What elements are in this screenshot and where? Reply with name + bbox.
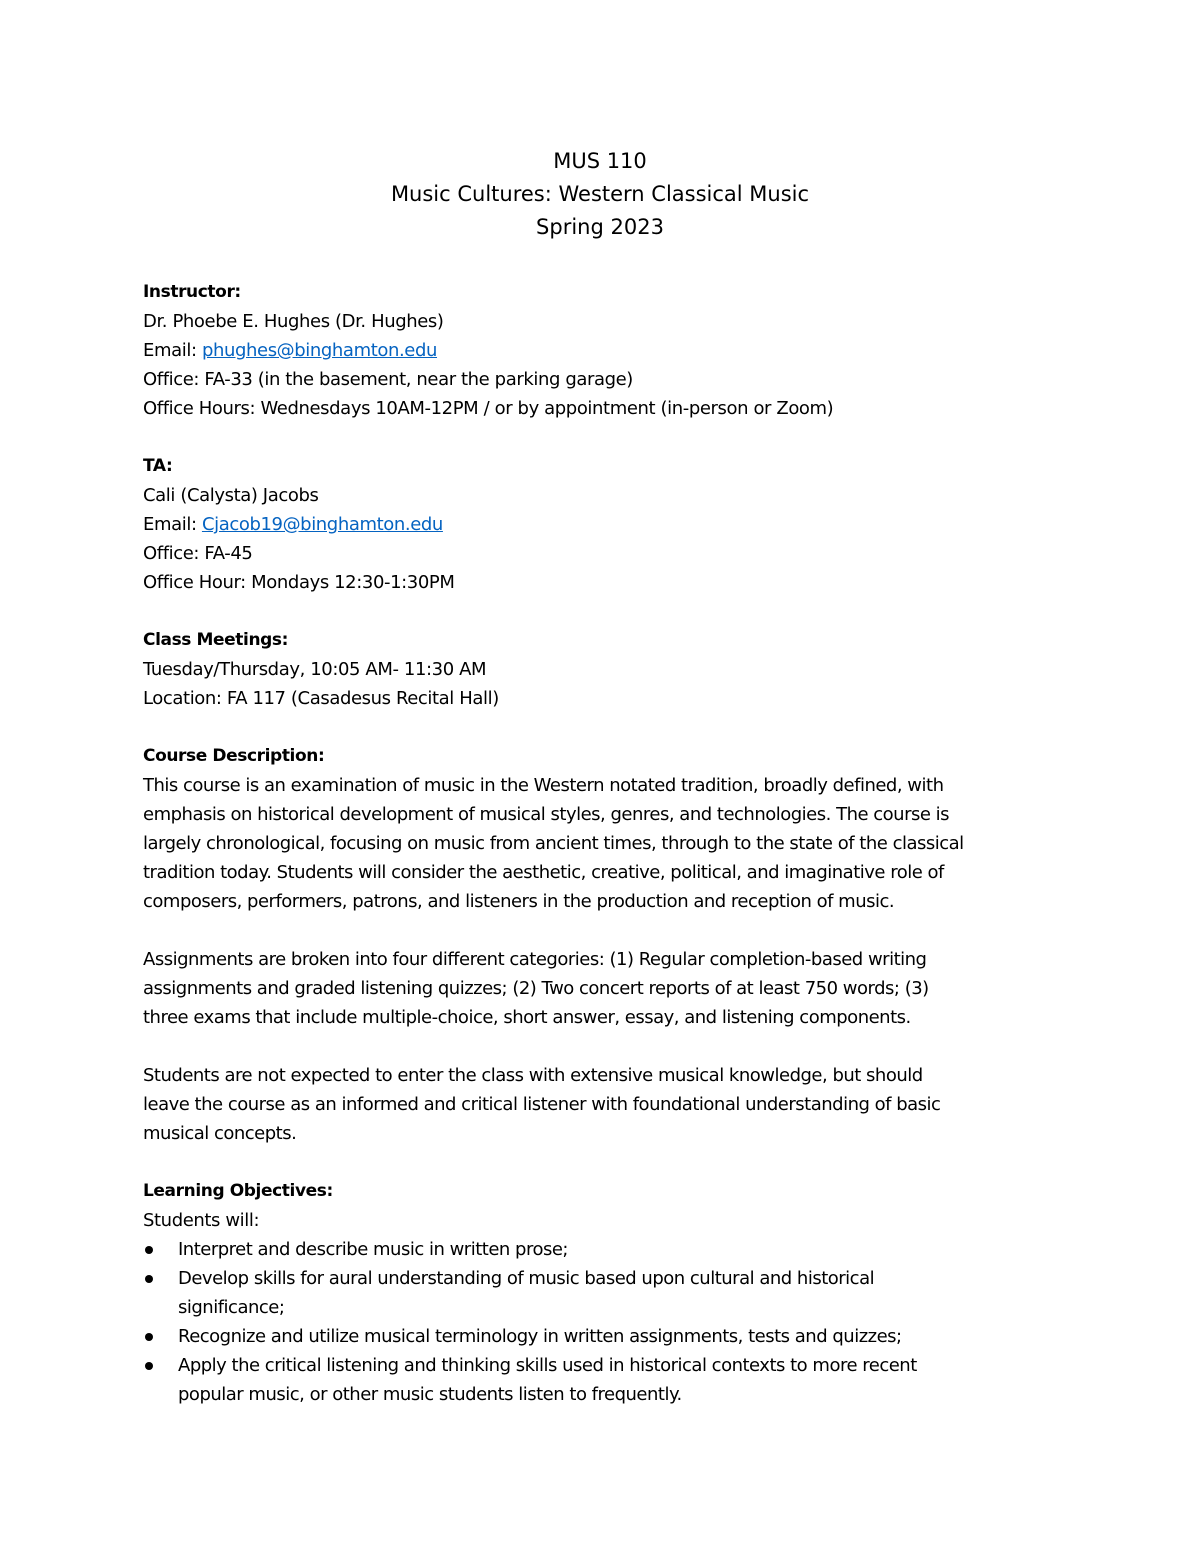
list-item bbox=[143, 1264, 1073, 1322]
syllabus-header bbox=[0, 145, 1200, 244]
list-item-text: Develop skills for aural understanding of music based upon cultural and historical bbox=[178, 1268, 875, 1289]
spacer bbox=[143, 1148, 1073, 1177]
instructor-heading: Instructor: bbox=[143, 282, 241, 302]
spacer bbox=[143, 597, 1073, 626]
spacer bbox=[143, 1032, 1073, 1061]
list-item-text: Interpret and describe music in written prose; bbox=[178, 1239, 568, 1260]
course-description-paragraph-1 bbox=[143, 771, 1073, 916]
list-item-text: Apply the critical listening and thinking skills used in historical contexts to more recent bbox=[178, 1355, 917, 1376]
bullet-icon bbox=[145, 1362, 153, 1370]
list-item-text: popular music, or other music students listen to frequently. bbox=[178, 1384, 682, 1405]
bullet-icon bbox=[145, 1246, 153, 1254]
course-description-heading: Course Description: bbox=[143, 746, 325, 766]
list-item bbox=[143, 1351, 1073, 1409]
syllabus-content bbox=[143, 278, 1073, 1409]
paragraph-line: Assignments are broken into four different categories: (1) Regular completion-based writing bbox=[143, 949, 927, 970]
paragraph-line: three exams that include multiple-choice, short answer, essay, and listening components. bbox=[143, 1007, 911, 1028]
spacer bbox=[143, 423, 1073, 452]
ta-office-hour: Office Hour: Mondays 12:30-1:30PM bbox=[143, 572, 455, 593]
ta-heading: TA: bbox=[143, 456, 173, 476]
ta-email-link[interactable]: Cjacob19@binghamton.edu bbox=[201, 514, 443, 535]
instructor-email-line bbox=[143, 336, 1073, 365]
ta-email-line bbox=[143, 510, 1073, 539]
list-item-text: Recognize and utilize musical terminology in written assignments, tests and quizzes; bbox=[178, 1326, 902, 1347]
paragraph-line: musical concepts. bbox=[143, 1123, 297, 1144]
instructor-office: Office: FA-33 (in the basement, near the parking garage) bbox=[143, 369, 633, 390]
paragraph-line: Students are not expected to enter the class with extensive musical knowledge, but should bbox=[143, 1065, 923, 1086]
class-meetings-heading: Class Meetings: bbox=[143, 630, 289, 650]
paragraph-line: This course is an examination of music in the Western notated tradition, broadly defined, with bbox=[143, 775, 944, 796]
paragraph-line: largely chronological, focusing on music from ancient times, through to the state of the classical bbox=[143, 833, 964, 854]
paragraph-line: composers, performers, patrons, and listeners in the production and reception of music. bbox=[143, 891, 895, 912]
spacer bbox=[143, 713, 1073, 742]
spacer bbox=[143, 916, 1073, 945]
bullet-icon bbox=[145, 1275, 153, 1283]
paragraph-line: leave the course as an informed and critical listener with foundational understanding of basic bbox=[143, 1094, 941, 1115]
class-meetings-schedule: Tuesday/Thursday, 10:05 AM- 11:30 AM bbox=[143, 659, 487, 680]
paragraph-line: emphasis on historical development of musical styles, genres, and technologies. The course is bbox=[143, 804, 950, 825]
course-code: MUS 110 bbox=[553, 149, 647, 173]
course-description-paragraph-2 bbox=[143, 945, 1073, 1032]
course-term: Spring 2023 bbox=[536, 215, 664, 239]
course-title: Music Cultures: Western Classical Music bbox=[390, 182, 810, 206]
learning-objectives-heading: Learning Objectives: bbox=[143, 1181, 333, 1201]
class-meetings-location: Location: FA 117 (Casadesus Recital Hall) bbox=[143, 688, 499, 709]
ta-office: Office: FA-45 bbox=[143, 543, 253, 564]
bullet-icon bbox=[145, 1333, 153, 1341]
list-item-text: significance; bbox=[178, 1297, 285, 1318]
course-description-paragraph-3 bbox=[143, 1061, 1073, 1148]
list-item bbox=[143, 1322, 1073, 1351]
instructor-name: Dr. Phoebe E. Hughes (Dr. Hughes) bbox=[143, 311, 444, 332]
learning-objectives-intro: Students will: bbox=[143, 1210, 260, 1231]
instructor-email-link[interactable]: phughes@binghamton.edu bbox=[201, 340, 438, 361]
paragraph-line: assignments and graded listening quizzes; (2) Two concert reports of at least 750 words; (3) bbox=[143, 978, 929, 999]
instructor-email-label: Email: bbox=[143, 340, 202, 361]
instructor-office-hours: Office Hours: Wednesdays 10AM-12PM / or by appointment (in-person or Zoom) bbox=[143, 398, 834, 419]
ta-name: Cali (Calysta) Jacobs bbox=[143, 485, 319, 506]
paragraph-line: tradition today. Students will consider the aesthetic, creative, political, and imaginative role of bbox=[143, 862, 944, 883]
ta-email-label: Email: bbox=[143, 514, 202, 535]
list-item bbox=[143, 1235, 1073, 1264]
learning-objectives-list bbox=[143, 1235, 1073, 1409]
